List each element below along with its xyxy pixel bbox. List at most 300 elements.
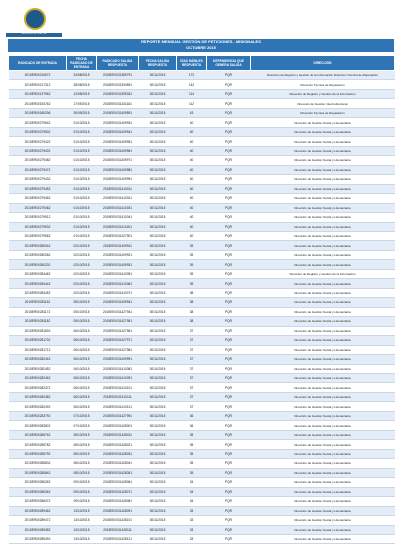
table-cell: PQR xyxy=(207,288,251,297)
table-row xyxy=(9,506,395,515)
table-cell: Dirección de Gestión Social y Humanitaria xyxy=(251,487,395,496)
table-cell: 2015EE0031427941 xyxy=(97,307,139,316)
table-cell: Dirección de Gestión Social y Humanitaria xyxy=(251,374,395,383)
table-row xyxy=(9,449,395,458)
table-cell: Dirección de Gestión Social y Humanitaria xyxy=(251,449,395,458)
table-cell: 2015EE0031410121 xyxy=(97,402,139,411)
table-cell: 24/08/2015 xyxy=(67,71,97,80)
table-row xyxy=(9,440,395,449)
table-cell: 30/11/2015 xyxy=(139,99,177,108)
table-cell: 02/10/2015 xyxy=(67,250,97,259)
table-cell: 07/10/2015 xyxy=(67,411,97,420)
table-cell: 2015EE0031410101 xyxy=(97,383,139,392)
table-cell: 37 xyxy=(177,392,207,401)
table-cell: 2015EE0031428021 xyxy=(97,440,139,449)
table-cell: PQR xyxy=(207,108,251,117)
table-cell: 2015EE0031389791 xyxy=(97,71,139,80)
table-cell: 2015ER00279452 xyxy=(9,184,67,193)
table-cell: 2015EE0031409981 xyxy=(97,165,139,174)
table-cell: 01/10/2015 xyxy=(67,156,97,165)
table-row xyxy=(9,80,395,89)
table-cell: 2015ER00279482 xyxy=(9,156,67,165)
table-row xyxy=(9,468,395,477)
table-cell: 40 xyxy=(177,213,207,222)
table-cell: 30/11/2015 xyxy=(139,525,177,534)
table-cell: 30/11/2015 xyxy=(139,71,177,80)
table-cell: PQR xyxy=(207,127,251,136)
table-cell: 40 xyxy=(177,146,207,155)
table-cell: 2015EE0031394591 xyxy=(97,80,139,89)
table-cell: 2015EE0031409591 xyxy=(97,108,139,117)
table-cell: 30/11/2015 xyxy=(139,165,177,174)
table-cell: Dirección de Gestión Social y Humanitaria xyxy=(251,203,395,212)
table-cell: Dirección de Gestión Social y Humanitaria xyxy=(251,364,395,373)
table-cell: 2015ER00281712 xyxy=(9,345,67,354)
table-cell: 30/11/2015 xyxy=(139,241,177,250)
table-cell: 2015ER00285762 xyxy=(9,430,67,439)
table-cell: PQR xyxy=(207,307,251,316)
table-cell: Dirección de Gestión Social y Humanitaria xyxy=(251,516,395,525)
table-cell: 30/11/2015 xyxy=(139,146,177,155)
table-cell: PQR xyxy=(207,383,251,392)
table-cell: 2015EE0031410021 xyxy=(97,194,139,203)
table-cell: 30/11/2015 xyxy=(139,336,177,345)
table-cell: 2015ER00282482 xyxy=(9,392,67,401)
table-cell: 06/10/2015 xyxy=(67,374,97,383)
table-cell: 37 xyxy=(177,402,207,411)
column-header: DÍAS HÁBILES RESPUESTA xyxy=(177,56,207,71)
table-cell: PQR xyxy=(207,364,251,373)
table-row xyxy=(9,497,395,506)
table-cell: Dirección de Registro y Gestión de la Información Dirección Técnica de Reparación xyxy=(251,71,395,80)
table-cell: 2015ER00289472 xyxy=(9,516,67,525)
table-cell: 2015EE0031409931 xyxy=(97,118,139,127)
table-cell: 2015ER00280202 xyxy=(9,260,67,269)
table-cell: 35 xyxy=(177,430,207,439)
table-row xyxy=(9,89,395,98)
table-cell: 2015ER00284442 xyxy=(9,279,67,288)
table-cell: 2015EE0031410091 xyxy=(97,374,139,383)
table-cell: 30/11/2015 xyxy=(139,279,177,288)
table-cell: 05/10/2015 xyxy=(67,317,97,326)
table-cell: 2015EE0031428101 xyxy=(97,516,139,525)
table-cell: 30/11/2015 xyxy=(139,260,177,269)
table-cell: 2015EE0031410081 xyxy=(97,364,139,373)
table-cell: 37 xyxy=(177,355,207,364)
table-cell: 2015ER00279502 xyxy=(9,127,67,136)
table-row xyxy=(9,355,395,364)
table-cell: 2015EE0031428081 xyxy=(97,497,139,506)
table-cell: 08/10/2015 xyxy=(67,449,97,458)
table-cell: 2015EE0031427961 xyxy=(97,326,139,335)
table-cell: 01/10/2015 xyxy=(67,165,97,174)
table-cell: 2015EE0031409921 xyxy=(97,250,139,259)
logo xyxy=(14,6,56,32)
table-cell: 37 xyxy=(177,345,207,354)
table-cell: 30/11/2015 xyxy=(139,222,177,231)
table-cell: Dirección de Gestión Social y Humanitaria xyxy=(251,146,395,155)
table-cell: PQR xyxy=(207,525,251,534)
table-cell: 35 xyxy=(177,459,207,468)
table-cell: PQR xyxy=(207,487,251,496)
table-row xyxy=(9,175,395,184)
table-cell: 2015ER00279482 xyxy=(9,203,67,212)
table-cell: 33 xyxy=(177,506,207,515)
table-cell: 2015EE0031409961 xyxy=(97,146,139,155)
table-cell: 2015ER00289462 xyxy=(9,506,67,515)
table-cell: 09/10/2015 xyxy=(67,487,97,496)
table-cell: 37 xyxy=(177,374,207,383)
table-cell: 2015EE0031427901 xyxy=(97,231,139,240)
table-cell: Dirección de Gestión Social y Humanitaria xyxy=(251,383,395,392)
table-row xyxy=(9,250,395,259)
table-cell: PQR xyxy=(207,137,251,146)
table-cell: 40 xyxy=(177,194,207,203)
table-cell: 30/11/2015 xyxy=(139,288,177,297)
table-cell: 2015EE0031410041 xyxy=(97,213,139,222)
table-cell: 34 xyxy=(177,487,207,496)
table-cell: Dirección de Gestión Social y Humanitaria xyxy=(251,137,395,146)
table-cell: 30/11/2015 xyxy=(139,430,177,439)
table-cell: 2015ER00281692 xyxy=(9,326,67,335)
coat-of-arms-icon xyxy=(24,8,46,30)
table-cell: PQR xyxy=(207,165,251,174)
table-cell: 2015EE0031427971 xyxy=(97,336,139,345)
table-cell: 01/10/2015 xyxy=(67,137,97,146)
table-row xyxy=(9,336,395,345)
table-cell: 30/11/2015 xyxy=(139,213,177,222)
table-row xyxy=(9,525,395,534)
table-cell: 30/11/2015 xyxy=(139,175,177,184)
table-cell: 01/10/2015 xyxy=(67,213,97,222)
table-cell: 2015ER00285842 xyxy=(9,468,67,477)
table-cell: 30/11/2015 xyxy=(139,459,177,468)
table-cell: PQR xyxy=(207,99,251,108)
column-header: DEPENDENCIA QUE GENERA SALIDA xyxy=(207,56,251,71)
table-cell: 34 xyxy=(177,497,207,506)
table-cell: 05/10/2015 xyxy=(67,298,97,307)
table-cell: 2015ER00282442 xyxy=(9,355,67,364)
table-row xyxy=(9,184,395,193)
table-row xyxy=(9,307,395,316)
table-cell: 2015EE0031409991 xyxy=(97,175,139,184)
table-cell: 2015ER00281172 xyxy=(9,307,67,316)
table-cell: 01/10/2015 xyxy=(67,146,97,155)
table-row xyxy=(9,108,395,117)
table-cell: PQR xyxy=(207,516,251,525)
table-cell: 2015ER00280082 xyxy=(9,250,67,259)
table-cell: PQR xyxy=(207,118,251,127)
table-cell: 2015ER00279532 xyxy=(9,222,67,231)
table-cell: PQR xyxy=(207,184,251,193)
table-cell: 37 xyxy=(177,383,207,392)
table-cell: 30/11/2015 xyxy=(139,137,177,146)
table-cell: 2015ER00279432 xyxy=(9,175,67,184)
table-cell: 08/10/2015 xyxy=(67,468,97,477)
table-cell: 36 xyxy=(177,421,207,430)
table-cell: PQR xyxy=(207,156,251,165)
table-cell: 02/10/2015 xyxy=(67,260,97,269)
table-cell: Dirección de Gestión Social y Humanitaria xyxy=(251,175,395,184)
table-cell: 2015ER00279472 xyxy=(9,165,67,174)
table-cell: 2015EE0031428091 xyxy=(97,506,139,515)
table-cell: 17/09/2015 xyxy=(67,99,97,108)
table-cell: Dirección de Gestión Social y Humanitaria xyxy=(251,506,395,515)
table-cell: Dirección de Gestión Social y Humanitaria xyxy=(251,127,395,136)
table-cell: 01/10/2015 xyxy=(67,231,97,240)
table-cell: 2015ER00279542 xyxy=(9,118,67,127)
table-cell: PQR xyxy=(207,478,251,487)
table-cell: 02/10/2015 xyxy=(67,279,97,288)
table-cell: 2015EE0031428071 xyxy=(97,487,139,496)
table-cell: 2015EE0031409911 xyxy=(97,241,139,250)
table-cell: Dirección de Gestión Social y Humanitaria xyxy=(251,430,395,439)
table-cell: 2015ER00279422 xyxy=(9,137,67,146)
table-cell: Dirección de Gestión Social y Humanitaria xyxy=(251,260,395,269)
table-cell: PQR xyxy=(207,459,251,468)
table-cell: 01/10/2015 xyxy=(67,203,97,212)
table-cell: Dirección de Gestión Social y Humanitaria xyxy=(251,213,395,222)
table-cell: 30/11/2015 xyxy=(139,231,177,240)
column-header: RADICADO SALIDA RESPUESTA xyxy=(97,56,139,71)
column-header: DIRECCIÓN xyxy=(251,56,395,71)
table-cell: Dirección de Gestión Social y Humanitaria xyxy=(251,194,395,203)
table-row xyxy=(9,165,395,174)
table-cell: 2015EE0031427981 xyxy=(97,345,139,354)
table-cell: PQR xyxy=(207,146,251,155)
table-cell: 2015EE0031409941 xyxy=(97,298,139,307)
table-cell: 2015ER00281182 xyxy=(9,317,67,326)
table-row xyxy=(9,288,395,297)
table-cell: 30/11/2015 xyxy=(139,440,177,449)
table-cell: 2015EE0031428011 xyxy=(97,430,139,439)
table-cell: 36 xyxy=(177,411,207,420)
table-row xyxy=(9,317,395,326)
table-cell: 08/10/2015 xyxy=(67,440,97,449)
table-row xyxy=(9,402,395,411)
table-cell: PQR xyxy=(207,430,251,439)
table-cell: 2015EE0031409941 xyxy=(97,127,139,136)
table-cell: 39 xyxy=(177,250,207,259)
table-row xyxy=(9,71,395,80)
table-row xyxy=(9,231,395,240)
table-cell: PQR xyxy=(207,222,251,231)
table-cell: 2015EE0031410031 xyxy=(97,203,139,212)
table-cell: 40 xyxy=(177,156,207,165)
table-cell: 30/11/2015 xyxy=(139,156,177,165)
table-row xyxy=(9,298,395,307)
table-cell: 2015EE0031409971 xyxy=(97,156,139,165)
table-cell: Dirección de Gestión Social y Humanitaria xyxy=(251,317,395,326)
table-cell: PQR xyxy=(207,345,251,354)
table-cell: 13/10/2015 xyxy=(67,525,97,534)
table-cell: 28/08/2015 xyxy=(67,80,97,89)
table-row xyxy=(9,421,395,430)
table-cell: 37 xyxy=(177,364,207,373)
table-cell: 2015ER00283792 xyxy=(9,411,67,420)
table-cell: 39 xyxy=(177,279,207,288)
table-cell: 30/11/2015 xyxy=(139,250,177,259)
table-cell: 2015ER00282472 xyxy=(9,383,67,392)
table-cell: 05/10/2015 xyxy=(67,307,97,316)
table-row xyxy=(9,213,395,222)
table-cell: Dirección de Gestión Social y Humanitaria xyxy=(251,231,395,240)
table-cell: 30/11/2015 xyxy=(139,402,177,411)
table-cell: PQR xyxy=(207,231,251,240)
table-cell: 30/11/2015 xyxy=(139,184,177,193)
table-cell: 30/11/2015 xyxy=(139,326,177,335)
table-cell: 33 xyxy=(177,525,207,534)
table-cell: 35 xyxy=(177,449,207,458)
table-cell: 30/11/2015 xyxy=(139,345,177,354)
table-cell: Dirección de Registro y Gestión de la Información xyxy=(251,89,395,98)
table-cell: PQR xyxy=(207,203,251,212)
table-cell: 06/10/2015 xyxy=(67,326,97,335)
table-cell: 06/10/2015 xyxy=(67,355,97,364)
table-cell: 30/11/2015 xyxy=(139,108,177,117)
table-cell: PQR xyxy=(207,326,251,335)
table-cell: PQR xyxy=(207,241,251,250)
table-cell: 40 xyxy=(177,137,207,146)
table-cell: 30/11/2015 xyxy=(139,194,177,203)
table-cell: 30/11/2015 xyxy=(139,468,177,477)
table-cell: 01/10/2015 xyxy=(67,127,97,136)
table-cell: 06/10/2015 xyxy=(67,336,97,345)
table-cell: 13/10/2015 xyxy=(67,506,97,515)
table-cell: 2015EE0031395331 xyxy=(97,89,139,98)
table-cell: 40 xyxy=(177,203,207,212)
table-cell: 2015EE0031410111 xyxy=(97,392,139,401)
table-cell: Dirección de Gestión Social y Humanitaria xyxy=(251,411,395,420)
table-cell: 01/10/2015 xyxy=(67,194,97,203)
table-cell: 01/10/2015 xyxy=(67,118,97,127)
table-cell: 30/11/2015 xyxy=(139,364,177,373)
table-cell: 30/11/2015 xyxy=(139,89,177,98)
table-cell: Dirección de Registro y Gestión de la Información xyxy=(251,269,395,278)
table-cell: Dirección de Gestión Social y Humanitaria xyxy=(251,345,395,354)
table-cell: Dirección de Gestión Social y Humanitaria xyxy=(251,326,395,335)
table-cell: 06/10/2015 xyxy=(67,402,97,411)
table-cell: PQR xyxy=(207,440,251,449)
table-row xyxy=(9,383,395,392)
table-cell: 30/11/2015 xyxy=(139,392,177,401)
table-row xyxy=(9,194,395,203)
table-row xyxy=(9,99,395,108)
table-cell: Dirección de Gestión Social y Humanitaria xyxy=(251,468,395,477)
table-row xyxy=(9,374,395,383)
column-header: RADICADO DE ENTRADA xyxy=(9,56,67,71)
table-cell: Dirección de Gestión Social y Humanitaria xyxy=(251,118,395,127)
table-cell: 2015EE0031428001 xyxy=(97,421,139,430)
table-cell: 33 xyxy=(177,534,207,543)
table-cell: 114 xyxy=(177,89,207,98)
table-cell: 30/11/2015 xyxy=(139,355,177,364)
table-cell: 2015EE0031428051 xyxy=(97,468,139,477)
table-cell: Dirección de Gestión Social y Humanitaria xyxy=(251,534,395,543)
table-row xyxy=(9,203,395,212)
table-cell: 2015ER00286352 xyxy=(9,478,67,487)
table-row xyxy=(9,241,395,250)
table-cell: Dirección de Gestión Social y Humanitaria xyxy=(251,165,395,174)
table-cell: PQR xyxy=(207,534,251,543)
table-cell: 33 xyxy=(177,516,207,525)
table-cell: 40 xyxy=(177,165,207,174)
table-cell: 2015EE0031428111 xyxy=(97,525,139,534)
table-cell: Dirección de Gestión Social y Humanitaria xyxy=(251,336,395,345)
table-cell: 2015EE0031409931 xyxy=(97,260,139,269)
table-cell: 30/11/2015 xyxy=(139,374,177,383)
table-cell: 40 xyxy=(177,118,207,127)
table-cell: 30/11/2015 xyxy=(139,516,177,525)
table-cell: PQR xyxy=(207,80,251,89)
table-cell: 2015EE0031410051 xyxy=(97,269,139,278)
table-cell: 2015EE0031409951 xyxy=(97,137,139,146)
table-cell: 37 xyxy=(177,326,207,335)
table-cell: 38 xyxy=(177,288,207,297)
table-cell: 07/10/2015 xyxy=(67,421,97,430)
table-cell: 09/10/2015 xyxy=(67,497,97,506)
table-cell: Dirección de Gestión Social y Humanitaria xyxy=(251,156,395,165)
table-cell: 2015ER00284452 xyxy=(9,288,67,297)
table-row xyxy=(9,127,395,136)
table-row xyxy=(9,411,395,420)
table-cell: 2015EE0031410201 xyxy=(97,222,139,231)
table-cell: PQR xyxy=(207,175,251,184)
table-cell: 01/10/2015 xyxy=(67,184,97,193)
table-cell: PQR xyxy=(207,194,251,203)
table-cell: 2015ER00279512 xyxy=(9,213,67,222)
table-row xyxy=(9,534,395,543)
table-cell: 30/11/2015 xyxy=(139,298,177,307)
table-cell: 2015EE0031410011 xyxy=(97,184,139,193)
table-cell: 09/10/2015 xyxy=(67,478,97,487)
table-cell: 2015ER00289492 xyxy=(9,534,67,543)
table-cell: 40 xyxy=(177,127,207,136)
table-cell: PQR xyxy=(207,279,251,288)
table-cell: Dirección de Gestión Social y Humanitaria xyxy=(251,222,395,231)
table-cell: 30/11/2015 xyxy=(139,506,177,515)
table-cell: 2015EE0031410061 xyxy=(97,279,139,288)
table-cell: PQR xyxy=(207,260,251,269)
table-cell: Dirección de Gestión Social y Humanitaria xyxy=(251,497,395,506)
table-row xyxy=(9,137,395,146)
table-cell: 2015EE0031409991 xyxy=(97,355,139,364)
table-row xyxy=(9,392,395,401)
table-cell: 2015ER00217312 xyxy=(9,80,67,89)
table-cell: 2015ER00137962 xyxy=(9,89,67,98)
table-cell: 40 xyxy=(177,231,207,240)
table-cell: Dirección de Gestión Social y Humanitaria xyxy=(251,298,395,307)
table-cell: 2015ER00284462 xyxy=(9,269,67,278)
table-cell: 142 xyxy=(177,80,207,89)
table-cell: 02/10/2015 xyxy=(67,288,97,297)
table-cell: 30/11/2015 xyxy=(139,421,177,430)
table-cell: Dirección de Gestión Social y Humanitaria xyxy=(251,250,395,259)
table-cell: 30/11/2015 xyxy=(139,269,177,278)
table-cell: 2015ER00282462 xyxy=(9,374,67,383)
table-cell: PQR xyxy=(207,250,251,259)
table-cell: 2015ER00289482 xyxy=(9,525,67,534)
table-cell: PQR xyxy=(207,213,251,222)
table-cell: 2015EE0031428041 xyxy=(97,459,139,468)
table-cell: PQR xyxy=(207,402,251,411)
table-row xyxy=(9,269,395,278)
table-row xyxy=(9,260,395,269)
table-cell: PQR xyxy=(207,89,251,98)
table-cell: PQR xyxy=(207,374,251,383)
table-cell: 2015ER00285782 xyxy=(9,440,67,449)
table-cell: 2015ER00283802 xyxy=(9,421,67,430)
